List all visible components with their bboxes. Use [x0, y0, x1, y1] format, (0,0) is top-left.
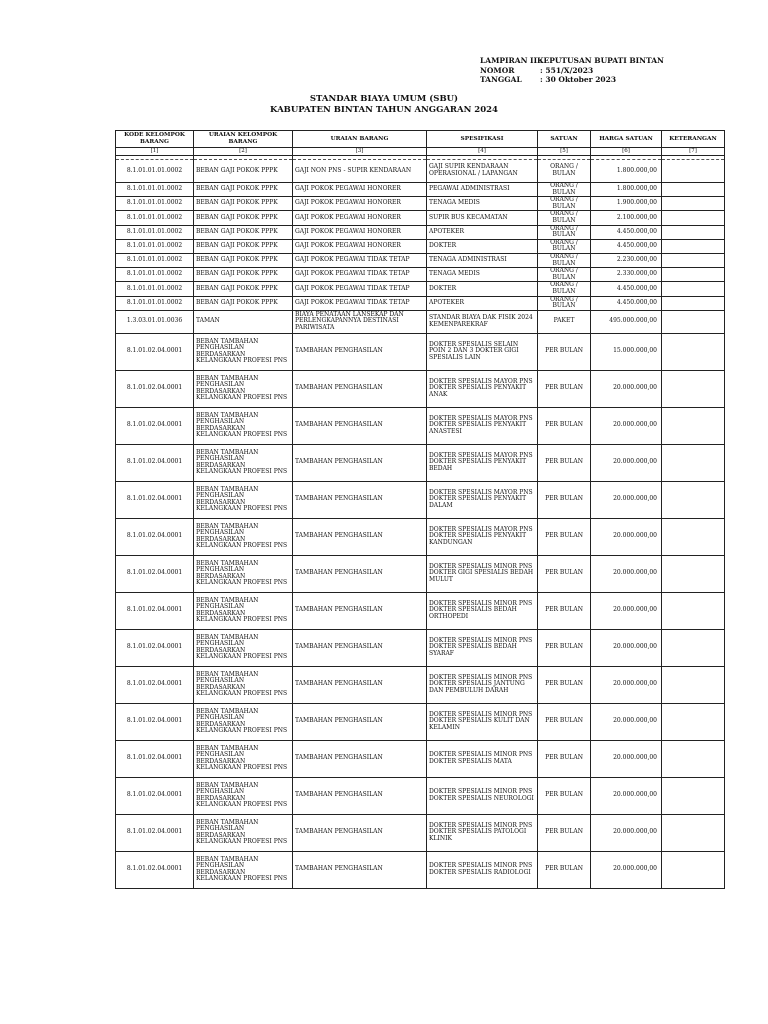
- cell-kode: 8.1.01.02.04.0001: [116, 481, 194, 518]
- cell-keterangan: [662, 160, 725, 183]
- table-row: [116, 518, 725, 555]
- cell-harga: 20.000.000,00: [591, 740, 662, 777]
- cell-keterangan: [662, 333, 725, 370]
- cell-uraian-barang: TAMBAHAN PENGHASILAN: [293, 333, 427, 370]
- cell-spesifikasi: DOKTER SPESIALIS MINOR PNS DOKTER SPESIALIS NEUROLOGI: [427, 777, 538, 814]
- cell-kode: 8.1.01.02.04.0001: [116, 703, 194, 740]
- cell-kode: 8.1.01.02.04.0001: [116, 555, 194, 592]
- cell-spesifikasi: SUPIR BUS KECAMATAN: [427, 211, 538, 225]
- cell-kode: 8.1.01.02.04.0001: [116, 518, 194, 555]
- cell-keterangan: [662, 211, 725, 225]
- cell-uraian-barang: BIAYA PENATAAN LANSEKAP DAN PERLENGKAPANNYA DESTINASI PARIWISATA: [293, 310, 427, 333]
- cell-satuan: PER BULAN: [538, 740, 591, 777]
- cell-harga: 15.000.000,00: [591, 333, 662, 370]
- cell-spesifikasi: DOKTER SPESIALIS MINOR PNS DOKTER GIGI SPESIALIS BEDAH MULUT: [427, 555, 538, 592]
- cell-spesifikasi: DOKTER SPESIALIS MAYOR PNS DOKTER SPESIALIS PENYAKIT ANAK: [427, 370, 538, 407]
- cell-uraian-barang: TAMBAHAN PENGHASILAN: [293, 740, 427, 777]
- cell-harga: 2.230.000,00: [591, 253, 662, 267]
- cell-harga: 20.000.000,00: [591, 851, 662, 888]
- cell-keterangan: [662, 253, 725, 267]
- cell-spesifikasi: APOTEKER: [427, 296, 538, 310]
- cell-spesifikasi: DOKTER SPESIALIS MINOR PNS DOKTER SPESIALIS MATA: [427, 740, 538, 777]
- cell-uraian-barang: GAJI POKOK PEGAWAI TIDAK TETAP: [293, 296, 427, 310]
- column-number-row: [116, 148, 725, 156]
- cell-spesifikasi: DOKTER: [427, 239, 538, 253]
- table-row: [116, 239, 725, 253]
- cell-uraian-barang: GAJI POKOK PEGAWAI HONORER: [293, 239, 427, 253]
- cell-harga: 20.000.000,00: [591, 407, 662, 444]
- cell-satuan: PER BULAN: [538, 333, 591, 370]
- cell-uraian-kelompok: BEBAN TAMBAHAN PENGHASILAN BERDASARKAN KELANGKAAN PROFESI PNS: [194, 666, 293, 703]
- cell-satuan: PER BULAN: [538, 370, 591, 407]
- table-row: [116, 211, 725, 225]
- cell-spesifikasi: DOKTER SPESIALIS MINOR PNS DOKTER SPESIALIS RADIOLOGI: [427, 851, 538, 888]
- cell-keterangan: [662, 592, 725, 629]
- cell-keterangan: [662, 481, 725, 518]
- cell-uraian-kelompok: BEBAN TAMBAHAN PENGHASILAN BERDASARKAN KELANGKAAN PROFESI PNS: [194, 740, 293, 777]
- cell-satuan: PER BULAN: [538, 777, 591, 814]
- cell-uraian-barang: TAMBAHAN PENGHASILAN: [293, 518, 427, 555]
- cell-satuan: PER BULAN: [538, 481, 591, 518]
- cell-uraian-barang: TAMBAHAN PENGHASILAN: [293, 666, 427, 703]
- cell-keterangan: [662, 518, 725, 555]
- cell-uraian-kelompok: BEBAN GAJI POKOK PPPK: [194, 268, 293, 282]
- cell-spesifikasi: DOKTER SPESIALIS MINOR PNS DOKTER SPESIALIS KULIT DAN KELAMIN: [427, 703, 538, 740]
- cell-harga: 20.000.000,00: [591, 518, 662, 555]
- cell-uraian-barang: TAMBAHAN PENGHASILAN: [293, 555, 427, 592]
- table-row: [116, 197, 725, 211]
- cell-kode: 8.1.01.01.01.0002: [116, 160, 194, 183]
- cell-uraian-kelompok: TAMAN: [194, 310, 293, 333]
- nomor-value: : 551/X/2023: [540, 65, 594, 75]
- cell-uraian-kelompok: BEBAN GAJI POKOK PPPK: [194, 225, 293, 239]
- table-row: [116, 183, 725, 197]
- cell-harga: 20.000.000,00: [591, 555, 662, 592]
- cell-satuan: PER BULAN: [538, 814, 591, 851]
- cell-uraian-barang: GAJI POKOK PEGAWAI HONORER: [293, 225, 427, 239]
- cell-harga: 20.000.000,00: [591, 814, 662, 851]
- cell-kode: 8.1.01.01.01.0002: [116, 296, 194, 310]
- cell-uraian-kelompok: BEBAN TAMBAHAN PENGHASILAN BERDASARKAN KELANGKAAN PROFESI PNS: [194, 370, 293, 407]
- cell-spesifikasi: GAJI SUPIR KENDARAAN OPERASIONAL / LAPANGAN: [427, 160, 538, 183]
- cell-keterangan: [662, 851, 725, 888]
- header-spesifikasi: SPESIFIKASI: [427, 131, 538, 148]
- cell-kode: 8.1.01.02.04.0001: [116, 666, 194, 703]
- table-body: [116, 156, 725, 889]
- cell-keterangan: [662, 444, 725, 481]
- cell-kode: 8.1.01.02.04.0001: [116, 370, 194, 407]
- header-uraian-kelompok: URAIAN KELOMPOK BARANG: [194, 131, 293, 148]
- col-num-6: [6]: [591, 148, 662, 156]
- cell-kode: 8.1.01.02.04.0001: [116, 407, 194, 444]
- cell-uraian-kelompok: BEBAN GAJI POKOK PPPK: [194, 211, 293, 225]
- col-num-5: [5]: [538, 148, 591, 156]
- table-row: [116, 225, 725, 239]
- cell-uraian-barang: GAJI POKOK PEGAWAI HONORER: [293, 211, 427, 225]
- col-num-3: [3]: [293, 148, 427, 156]
- cell-harga: 4.450.000,00: [591, 225, 662, 239]
- table-row: [116, 851, 725, 888]
- cell-harga: 20.000.000,00: [591, 703, 662, 740]
- header-keterangan: KETERANGAN: [662, 131, 725, 148]
- table-row: [116, 592, 725, 629]
- cell-spesifikasi: APOTEKER: [427, 225, 538, 239]
- cell-satuan: PER BULAN: [538, 555, 591, 592]
- cell-satuan: ORANG / BULAN: [538, 253, 591, 267]
- cell-satuan: ORANG / BULAN: [538, 197, 591, 211]
- cell-keterangan: [662, 370, 725, 407]
- cell-uraian-barang: GAJI POKOK PEGAWAI TIDAK TETAP: [293, 282, 427, 296]
- tanggal-value: : 30 Oktober 2023: [540, 75, 617, 84]
- table-header: [116, 131, 725, 156]
- cell-spesifikasi: DOKTER SPESIALIS SELAIN POIN 2 DAN 3 DOKTER GIGI SPESIALIS LAIN: [427, 333, 538, 370]
- cell-uraian-barang: TAMBAHAN PENGHASILAN: [293, 777, 427, 814]
- cell-keterangan: [662, 740, 725, 777]
- cell-kode: 8.1.01.01.01.0002: [116, 239, 194, 253]
- cell-spesifikasi: TENAGA MEDIS: [427, 197, 538, 211]
- cell-uraian-kelompok: BEBAN TAMBAHAN PENGHASILAN BERDASARKAN KELANGKAAN PROFESI PNS: [194, 444, 293, 481]
- cell-spesifikasi: PEGAWAI ADMINISTRASI: [427, 183, 538, 197]
- cell-uraian-kelompok: BEBAN GAJI POKOK PPPK: [194, 197, 293, 211]
- cell-kode: 8.1.01.02.04.0001: [116, 592, 194, 629]
- cell-satuan: PER BULAN: [538, 666, 591, 703]
- cell-uraian-barang: TAMBAHAN PENGHASILAN: [293, 592, 427, 629]
- cell-uraian-kelompok: BEBAN GAJI POKOK PPPK: [194, 160, 293, 183]
- col-num-7: [7]: [662, 148, 725, 156]
- cell-kode: 8.1.01.01.01.0002: [116, 183, 194, 197]
- cell-uraian-barang: TAMBAHAN PENGHASILAN: [293, 814, 427, 851]
- table-row: [116, 370, 725, 407]
- cell-satuan: ORANG / BULAN: [538, 225, 591, 239]
- cell-spesifikasi: DOKTER SPESIALIS MINOR PNS DOKTER SPESIALIS BEDAH SYARAF: [427, 629, 538, 666]
- cell-harga: 4.450.000,00: [591, 296, 662, 310]
- cell-uraian-barang: TAMBAHAN PENGHASILAN: [293, 370, 427, 407]
- cell-satuan: ORANG / BULAN: [538, 268, 591, 282]
- cell-harga: 20.000.000,00: [591, 444, 662, 481]
- header-row: [116, 131, 725, 148]
- table-row: [116, 282, 725, 296]
- cell-uraian-kelompok: BEBAN TAMBAHAN PENGHASILAN BERDASARKAN KELANGKAAN PROFESI PNS: [194, 555, 293, 592]
- title-line-2: KABUPATEN BINTAN TAHUN ANGGARAN 2024: [270, 105, 498, 115]
- cell-spesifikasi: DOKTER SPESIALIS MINOR PNS DOKTER SPESIALIS PATOLOGI KLINIK: [427, 814, 538, 851]
- cell-harga: 20.000.000,00: [591, 777, 662, 814]
- table-row: [116, 703, 725, 740]
- header-uraian-barang: URAIAN BARANG: [293, 131, 427, 148]
- cell-keterangan: [662, 310, 725, 333]
- cell-spesifikasi: TENAGA MEDIS: [427, 268, 538, 282]
- cell-satuan: ORANG / BULAN: [538, 239, 591, 253]
- cell-kode: 8.1.01.02.04.0001: [116, 333, 194, 370]
- cell-uraian-kelompok: BEBAN TAMBAHAN PENGHASILAN BERDASARKAN KELANGKAAN PROFESI PNS: [194, 518, 293, 555]
- cell-keterangan: [662, 239, 725, 253]
- cell-keterangan: [662, 268, 725, 282]
- cell-keterangan: [662, 225, 725, 239]
- cell-kode: 8.1.01.02.04.0001: [116, 629, 194, 666]
- col-num-1: [1]: [116, 148, 194, 156]
- cell-spesifikasi: DOKTER SPESIALIS MINOR PNS DOKTER SPESIALIS BEDAH ORTHOPEDI: [427, 592, 538, 629]
- cell-uraian-kelompok: BEBAN TAMBAHAN PENGHASILAN BERDASARKAN KELANGKAAN PROFESI PNS: [194, 851, 293, 888]
- title-line-1: STANDAR BIAYA UMUM (SBU): [309, 94, 459, 104]
- cell-harga: 20.000.000,00: [591, 592, 662, 629]
- cell-uraian-barang: TAMBAHAN PENGHASILAN: [293, 629, 427, 666]
- table-row: [116, 296, 725, 310]
- header-kode: KODE KELOMPOK BARANG: [116, 131, 194, 148]
- cell-kode: 8.1.01.01.01.0002: [116, 268, 194, 282]
- table-row: [116, 310, 725, 333]
- tanggal-row: [480, 75, 664, 85]
- cell-kode: 8.1.01.02.04.0001: [116, 777, 194, 814]
- cell-uraian-barang: TAMBAHAN PENGHASILAN: [293, 444, 427, 481]
- cell-keterangan: [662, 407, 725, 444]
- cell-spesifikasi: DOKTER SPESIALIS MAYOR PNS DOKTER SPESIALIS PENYAKIT ANASTESI: [427, 407, 538, 444]
- cell-harga: 4.450.000,00: [591, 239, 662, 253]
- cell-spesifikasi: STANDAR BIAYA DAK FISIK 2024 KEMENPAREKRAF: [427, 310, 538, 333]
- cell-keterangan: [662, 197, 725, 211]
- cell-keterangan: [662, 777, 725, 814]
- cell-uraian-barang: GAJI POKOK PEGAWAI HONORER: [293, 183, 427, 197]
- cell-uraian-kelompok: BEBAN GAJI POKOK PPPK: [194, 296, 293, 310]
- cell-satuan: PER BULAN: [538, 518, 591, 555]
- table-row: [116, 253, 725, 267]
- cell-uraian-kelompok: BEBAN TAMBAHAN PENGHASILAN BERDASARKAN KELANGKAAN PROFESI PNS: [194, 592, 293, 629]
- table-row: [116, 160, 725, 183]
- cell-harga: 20.000.000,00: [591, 629, 662, 666]
- cell-satuan: PER BULAN: [538, 407, 591, 444]
- cell-keterangan: [662, 703, 725, 740]
- cell-spesifikasi: DOKTER: [427, 282, 538, 296]
- table-row: [116, 407, 725, 444]
- cell-satuan: PER BULAN: [538, 629, 591, 666]
- cell-uraian-kelompok: BEBAN TAMBAHAN PENGHASILAN BERDASARKAN KELANGKAAN PROFESI PNS: [194, 481, 293, 518]
- table-row: [116, 740, 725, 777]
- cell-spesifikasi: TENAGA ADMINISTRASI: [427, 253, 538, 267]
- cell-satuan: ORANG / BULAN: [538, 296, 591, 310]
- sbu-table: [115, 130, 725, 889]
- cell-spesifikasi: DOKTER SPESIALIS MAYOR PNS DOKTER SPESIALIS PENYAKIT KANDUNGAN: [427, 518, 538, 555]
- cell-uraian-barang: TAMBAHAN PENGHASILAN: [293, 481, 427, 518]
- cell-keterangan: [662, 296, 725, 310]
- cell-kode: 8.1.01.01.01.0002: [116, 253, 194, 267]
- cell-uraian-barang: TAMBAHAN PENGHASILAN: [293, 407, 427, 444]
- table-row: [116, 666, 725, 703]
- cell-satuan: PER BULAN: [538, 444, 591, 481]
- cell-harga: 20.000.000,00: [591, 666, 662, 703]
- cell-spesifikasi: DOKTER SPESIALIS MINOR PNS DOKTER SPESIALIS JANTUNG DAN PEMBULUH DARAH: [427, 666, 538, 703]
- cell-uraian-kelompok: BEBAN GAJI POKOK PPPK: [194, 239, 293, 253]
- cell-keterangan: [662, 666, 725, 703]
- lampiran-row: [480, 56, 664, 66]
- cell-uraian-kelompok: BEBAN GAJI POKOK PPPK: [194, 183, 293, 197]
- cell-kode: 8.1.01.02.04.0001: [116, 740, 194, 777]
- cell-uraian-barang: TAMBAHAN PENGHASILAN: [293, 703, 427, 740]
- cell-spesifikasi: DOKTER SPESIALIS MAYOR PNS DOKTER SPESIALIS PENYAKIT BEDAH: [427, 444, 538, 481]
- document-title: [0, 94, 768, 116]
- cell-harga: 2.100.000,00: [591, 211, 662, 225]
- cell-keterangan: [662, 555, 725, 592]
- cell-uraian-barang: GAJI POKOK PEGAWAI TIDAK TETAP: [293, 268, 427, 282]
- header-harga: HARGA SATUAN: [591, 131, 662, 148]
- cell-uraian-kelompok: BEBAN TAMBAHAN PENGHASILAN BERDASARKAN KELANGKAAN PROFESI PNS: [194, 333, 293, 370]
- cell-kode: 8.1.01.01.01.0002: [116, 197, 194, 211]
- cell-kode: 8.1.01.01.01.0002: [116, 225, 194, 239]
- cell-uraian-kelompok: BEBAN TAMBAHAN PENGHASILAN BERDASARKAN KELANGKAAN PROFESI PNS: [194, 703, 293, 740]
- header-satuan: SATUAN: [538, 131, 591, 148]
- table-row: [116, 444, 725, 481]
- table-row: [116, 777, 725, 814]
- lampiran-label: LAMPIRAN II :: [480, 56, 543, 65]
- cell-satuan: PER BULAN: [538, 703, 591, 740]
- cell-kode: 8.1.01.01.01.0002: [116, 211, 194, 225]
- col-num-4: [4]: [427, 148, 538, 156]
- cell-harga: 20.000.000,00: [591, 370, 662, 407]
- cell-uraian-barang: TAMBAHAN PENGHASILAN: [293, 851, 427, 888]
- tanggal-label: TANGGAL: [480, 75, 522, 84]
- table-row: [116, 268, 725, 282]
- cell-uraian-kelompok: BEBAN TAMBAHAN PENGHASILAN BERDASARKAN KELANGKAAN PROFESI PNS: [194, 814, 293, 851]
- cell-uraian-kelompok: BEBAN GAJI POKOK PPPK: [194, 253, 293, 267]
- cell-satuan: ORANG / BULAN: [538, 183, 591, 197]
- cell-kode: 8.1.01.02.04.0001: [116, 814, 194, 851]
- cell-satuan: ORANG / BULAN: [538, 282, 591, 296]
- cell-keterangan: [662, 629, 725, 666]
- cell-satuan: ORANG / BULAN: [538, 160, 591, 183]
- cell-harga: 4.450.000,00: [591, 282, 662, 296]
- cell-harga: 2.330.000,00: [591, 268, 662, 282]
- cell-uraian-barang: GAJI POKOK PEGAWAI TIDAK TETAP: [293, 253, 427, 267]
- cell-harga: 1.800.000,00: [591, 183, 662, 197]
- cell-uraian-kelompok: BEBAN TAMBAHAN PENGHASILAN BERDASARKAN KELANGKAAN PROFESI PNS: [194, 407, 293, 444]
- cell-harga: 495.000.000,00: [591, 310, 662, 333]
- cell-satuan: PER BULAN: [538, 592, 591, 629]
- lampiran-value: KEPUTUSAN BUPATI BINTAN: [537, 56, 664, 65]
- cell-keterangan: [662, 282, 725, 296]
- cell-uraian-barang: GAJI POKOK PEGAWAI HONORER: [293, 197, 427, 211]
- cell-uraian-kelompok: BEBAN TAMBAHAN PENGHASILAN BERDASARKAN KELANGKAAN PROFESI PNS: [194, 777, 293, 814]
- table-row: [116, 481, 725, 518]
- table-row: [116, 333, 725, 370]
- table-row: [116, 629, 725, 666]
- cell-spesifikasi: DOKTER SPESIALIS MAYOR PNS DOKTER SPESIALIS PENYAKIT DALAM: [427, 481, 538, 518]
- attachment-header: [480, 56, 664, 85]
- table-row: [116, 555, 725, 592]
- cell-kode: 8.1.01.02.04.0001: [116, 851, 194, 888]
- cell-keterangan: [662, 814, 725, 851]
- cell-uraian-barang: GAJI NON PNS - SUPIR KENDARAAN: [293, 160, 427, 183]
- nomor-label: NOMOR: [480, 65, 515, 75]
- cell-kode: 1.3.03.01.01.0036: [116, 310, 194, 333]
- cell-uraian-kelompok: BEBAN TAMBAHAN PENGHASILAN BERDASARKAN KELANGKAAN PROFESI PNS: [194, 629, 293, 666]
- cell-satuan: PAKET: [538, 310, 591, 333]
- cell-keterangan: [662, 183, 725, 197]
- cell-kode: 8.1.01.02.04.0001: [116, 444, 194, 481]
- cell-harga: 1.900.000,00: [591, 197, 662, 211]
- col-num-2: [2]: [194, 148, 293, 156]
- cell-uraian-kelompok: BEBAN GAJI POKOK PPPK: [194, 282, 293, 296]
- cell-harga: 1.800.000,00: [591, 160, 662, 183]
- cell-harga: 20.000.000,00: [591, 481, 662, 518]
- table-row: [116, 814, 725, 851]
- cell-satuan: PER BULAN: [538, 851, 591, 888]
- cell-satuan: ORANG / BULAN: [538, 211, 591, 225]
- nomor-row: [480, 66, 664, 76]
- cell-kode: 8.1.01.01.01.0002: [116, 282, 194, 296]
